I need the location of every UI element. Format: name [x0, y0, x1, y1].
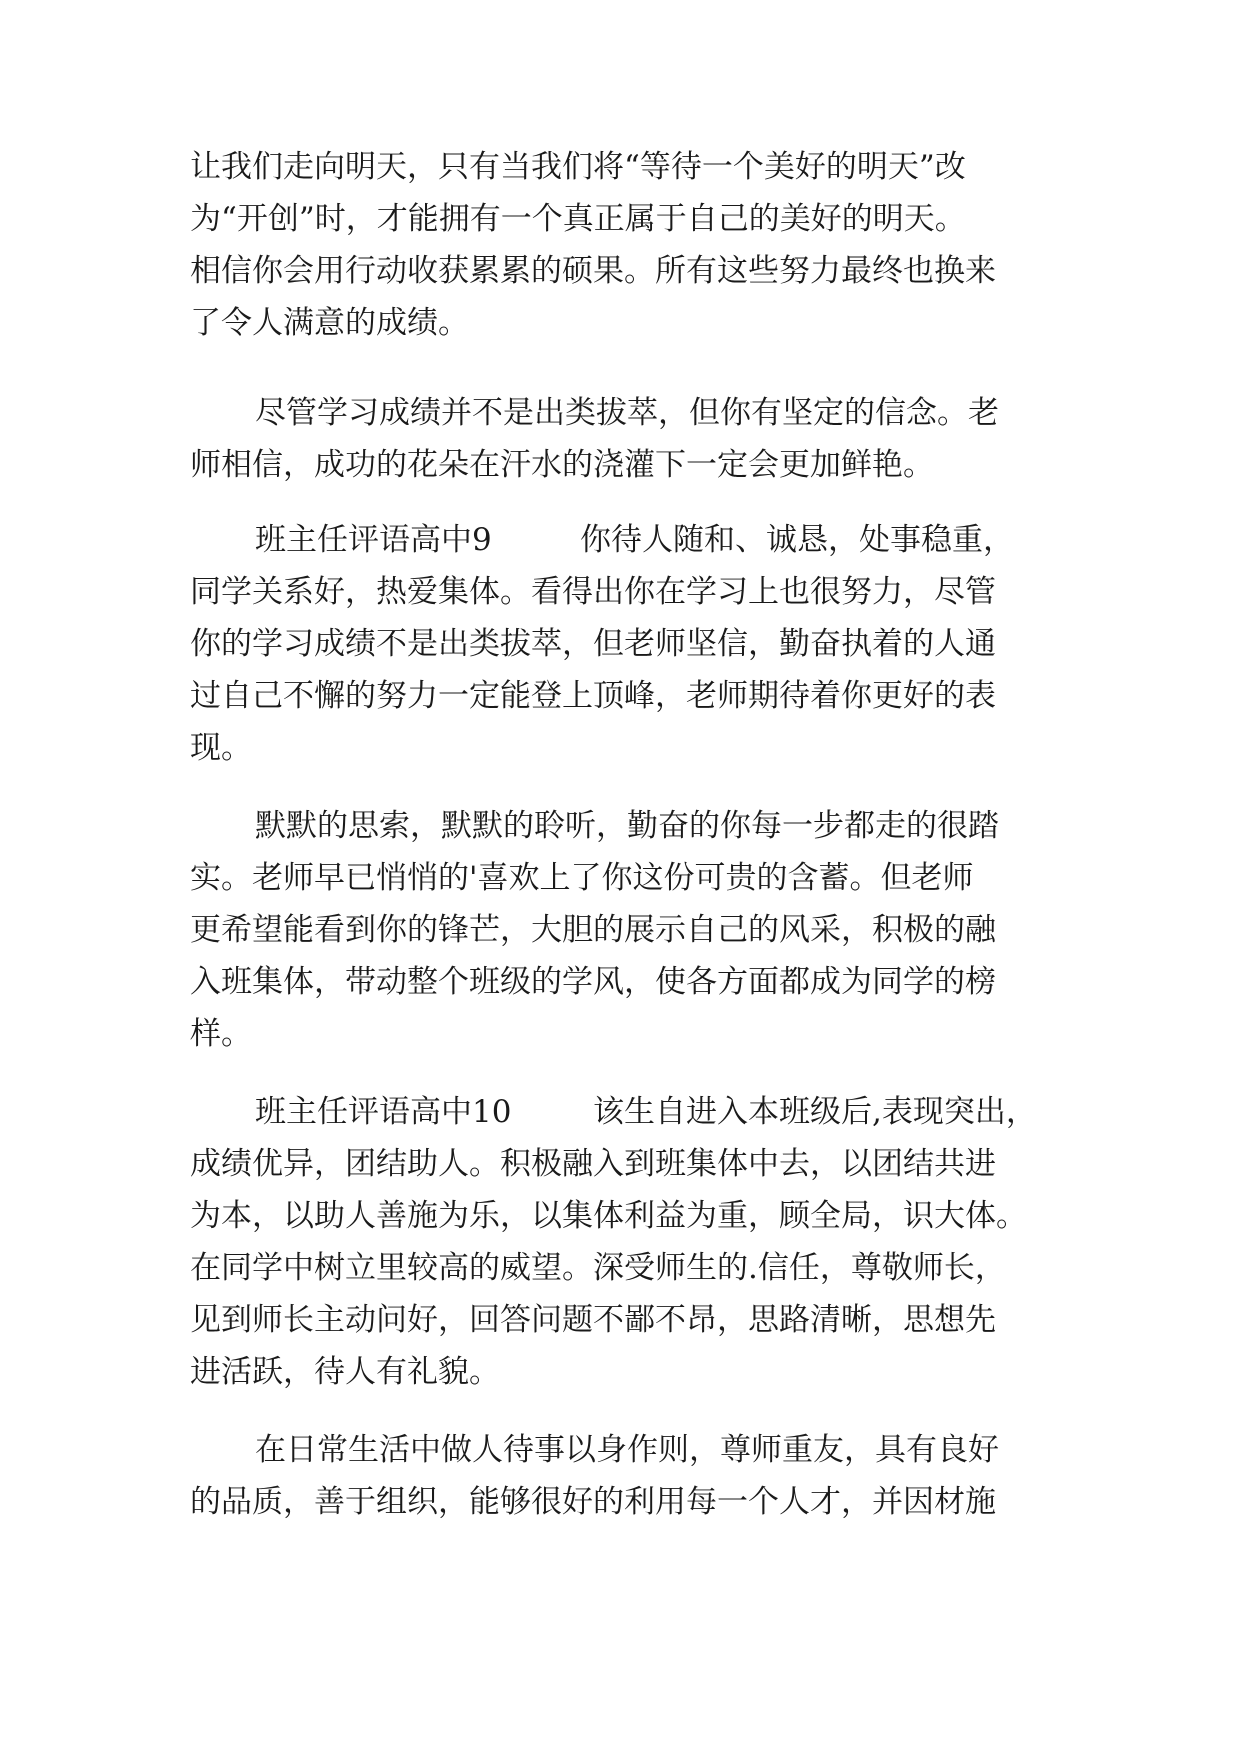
- section-heading-line: [0, 515, 1241, 565]
- text-line: [0, 1347, 1241, 1397]
- text-line-content: 进活跃，待人有礼貌。: [190, 1354, 500, 1390]
- text-line: [0, 853, 1241, 903]
- text-line-content: 见到师长主动问好，回答问题不鄙不昂，思路清晰，思想先: [190, 1302, 996, 1338]
- text-line-content: 了令人满意的成绩。: [190, 305, 469, 341]
- text-line-content: 尽管学习成绩并不是出类拔萃，但你有坚定的信念。老: [255, 395, 999, 431]
- text-line-content: 该生自进入本班级后,表现突出，: [593, 1094, 1037, 1130]
- text-line: [0, 723, 1241, 773]
- section-heading: 班主任评语高中9: [255, 522, 492, 558]
- text-line-content: 更希望能看到你的锋芒，大胆的展示自己的风采，积极的融: [190, 912, 996, 948]
- text-line: [0, 1139, 1241, 1189]
- text-line: [0, 388, 1241, 438]
- text-line-content: 的品质，善于组织，能够很好的利用每一个人才，并因材施: [190, 1484, 996, 1520]
- section-heading: 班主任评语高中10: [255, 1094, 512, 1130]
- text-line: [0, 142, 1241, 192]
- text-line-content: 同学关系好，热爱集体。看得出你在学习上也很努力，尽管: [190, 574, 996, 610]
- text-line-content: 过自己不懈的努力一定能登上顶峰，老师期待着你更好的表: [190, 678, 996, 714]
- text-line-content: 在同学中树立里较高的威望。深受师生的.信任，尊敬师长，: [190, 1250, 1006, 1286]
- text-line: [0, 619, 1241, 669]
- text-line: [0, 567, 1241, 617]
- text-line-content: 师相信，成功的花朵在汗水的浇灌下一定会更加鲜艳。: [190, 447, 934, 483]
- text-line: [0, 671, 1241, 721]
- text-line-content: 默默的思索，默默的聆听，勤奋的你每一步都走的很踏: [255, 808, 999, 844]
- text-line-content: 为“开创”时，才能拥有一个真正属于自己的美好的明天。: [190, 201, 966, 237]
- text-line-content: 相信你会用行动收获累累的硕果。所有这些努力最终也换来: [190, 253, 996, 289]
- text-line-content: 让我们走向明天，只有当我们将“等待一个美好的明天”改: [190, 149, 966, 185]
- text-line-content: 现。: [190, 730, 252, 766]
- text-line: [0, 801, 1241, 851]
- text-line: [0, 1191, 1241, 1241]
- section-heading-line: [0, 1087, 1241, 1137]
- text-line: [0, 957, 1241, 1007]
- text-line-content: 你的学习成绩不是出类拔萃，但老师坚信，勤奋执着的人通: [190, 626, 996, 662]
- text-line: [0, 1425, 1241, 1475]
- text-line-content: 实。老师早已悄悄的'喜欢上了你这份可贵的含蓄。但老师: [190, 860, 974, 896]
- text-line-content: 成绩优异，团结助人。积极融入到班集体中去，以团结共进: [190, 1146, 996, 1182]
- text-line: [0, 246, 1241, 296]
- text-line: [0, 1243, 1241, 1293]
- text-line: [0, 1477, 1241, 1527]
- text-line: [0, 905, 1241, 955]
- text-line-content: 在日常生活中做人待事以身作则，尊师重友，具有良好: [255, 1432, 999, 1468]
- text-line-content: 入班集体，带动整个班级的学风，使各方面都成为同学的榜: [190, 964, 996, 1000]
- text-line: [0, 1009, 1241, 1059]
- text-line: [0, 440, 1241, 490]
- text-line: [0, 298, 1241, 348]
- text-line: [0, 1295, 1241, 1345]
- text-line-content: 为本，以助人善施为乐，以集体利益为重，顾全局，识大体。: [190, 1198, 1027, 1234]
- text-line-content: 你待人随和、诚恳，处事稳重，: [580, 522, 1014, 558]
- text-line: [0, 194, 1241, 244]
- text-line-content: 样。: [190, 1016, 252, 1052]
